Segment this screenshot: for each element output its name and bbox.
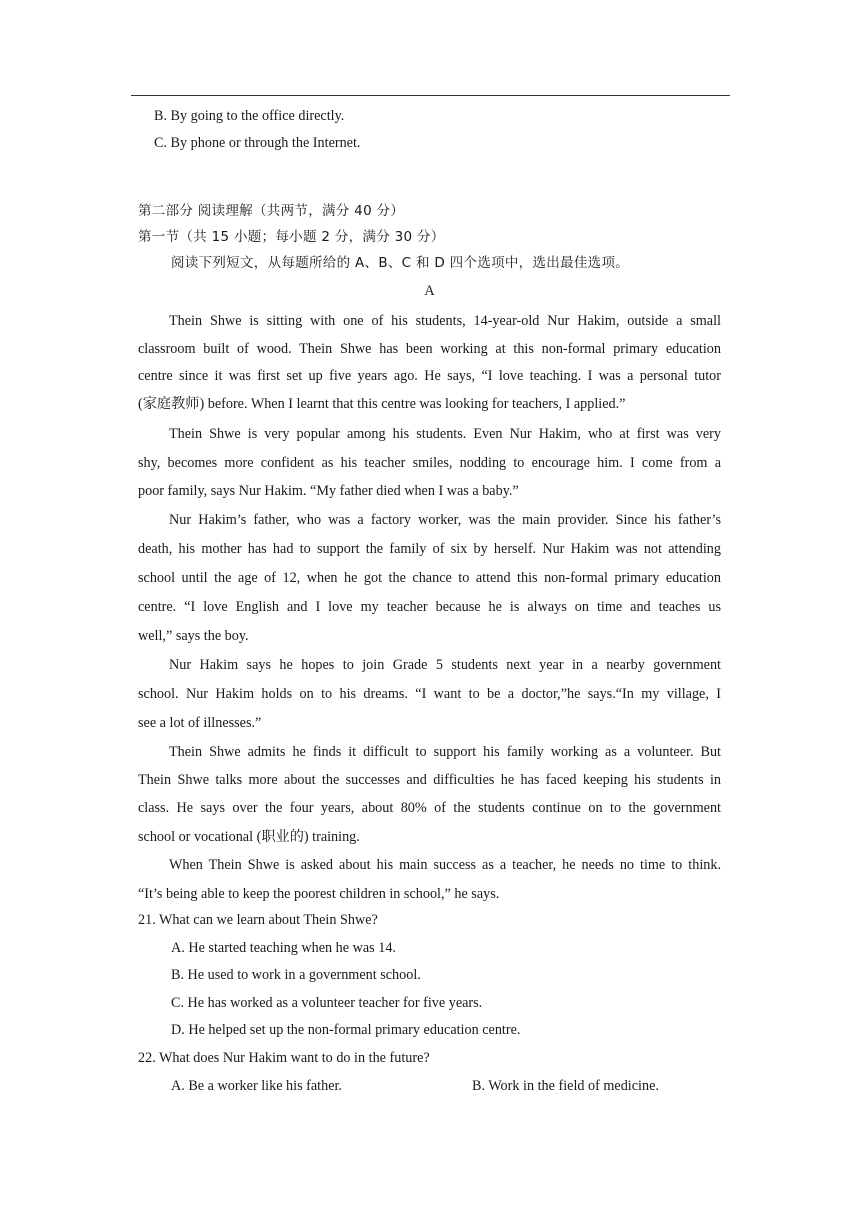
passage-line: “It’s being able to keep the poorest children in school,” he says. (138, 886, 500, 902)
passage-line: centre since it was first set up five years ago. He says, “I love teaching. I was a personal tutor (138, 368, 721, 384)
passage-line: Thein Shwe talks more about the successes and difficulties he has faced keeping his students in (138, 772, 721, 788)
header-rule (131, 95, 730, 96)
question-22-option-b: B. Work in the field of medicine. (472, 1078, 659, 1094)
prev-option-c: C. By phone or through the Internet. (154, 135, 361, 151)
passage-line: classroom built of wood. Thein Shwe has been working at this non-formal primary education (138, 341, 721, 357)
passage-label: A (424, 283, 435, 299)
question-21-option-d: D. He helped set up the non-formal primary education centre. (171, 1022, 521, 1038)
instruction-text: 阅读下列短文，从每题所给的 A、B、C 和 D 四个选项中，选出最佳选项。 (171, 255, 630, 271)
passage-line: (家庭教师) before. When I learnt that this centre was looking for teachers, I applied.” (138, 396, 626, 412)
passage-line: class. He says over the four years, about 80% of the students continue on to the government (138, 800, 721, 816)
passage-line: shy, becomes more confident as his teacher smiles, nodding to encourage him. I come from a (138, 455, 721, 471)
part-title: 第二部分 阅读理解（共两节，满分 40 分） (138, 203, 405, 219)
passage-line: Thein Shwe is sitting with one of his students, 14-year-old Nur Hakim, outside a small (169, 313, 721, 329)
passage-line: poor family, says Nur Hakim. “My father died when I was a baby.” (138, 483, 519, 499)
question-22-stem: 22. What does Nur Hakim want to do in the future? (138, 1050, 430, 1066)
passage-line: school or vocational (职业的) training. (138, 829, 360, 845)
passage-line: When Thein Shwe is asked about his main success as a teacher, he needs no time to think. (169, 857, 721, 873)
question-21-stem: 21. What can we learn about Thein Shwe? (138, 912, 378, 928)
subsection-title: 第一节（共 15 小题；每小题 2 分，满分 30 分） (138, 229, 445, 245)
passage-line: centre. “I love English and I love my teacher because he is always on time and teaches us (138, 599, 721, 615)
passage-line: Nur Hakim’s father, who was a factory worker, was the main provider. Since his father’s (169, 512, 721, 528)
passage-line: see a lot of illnesses.” (138, 715, 262, 731)
question-22-option-a: A. Be a worker like his father. (171, 1078, 342, 1094)
prev-option-b: B. By going to the office directly. (154, 108, 345, 124)
question-21-option-b: B. He used to work in a government school. (171, 967, 421, 983)
passage-line: well,” says the boy. (138, 628, 249, 644)
passage-line: Thein Shwe is very popular among his students. Even Nur Hakim, who at first was very (169, 426, 721, 442)
question-21-option-a: A. He started teaching when he was 14. (171, 940, 396, 956)
passage-line: school until the age of 12, when he got the chance to attend this non-formal primary education (138, 570, 721, 586)
question-21-option-c: C. He has worked as a volunteer teacher for five years. (171, 995, 483, 1011)
passage-line: Nur Hakim says he hopes to join Grade 5 students next year in a nearby government (169, 657, 721, 673)
passage-line: death, his mother has had to support the family of six by herself. Nur Hakim was not attending (138, 541, 721, 557)
passage-line: Thein Shwe admits he finds it difficult to support his family working as a volunteer. But (169, 744, 721, 760)
passage-line: school. Nur Hakim holds on to his dreams. “I want to be a doctor,”he says.“In my village, I (138, 686, 721, 702)
